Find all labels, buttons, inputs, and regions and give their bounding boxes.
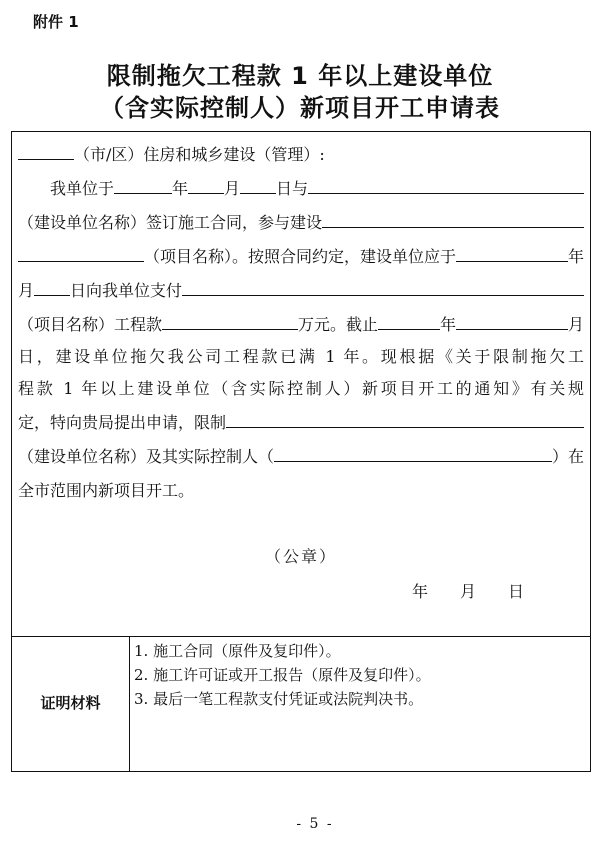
deadline-month-blank[interactable] — [456, 313, 568, 330]
addressee-text: （市/区）住房和城乡建设（管理）: — [74, 145, 325, 164]
contract-date-prefix: 我单位于 — [50, 179, 115, 198]
deadline-year-text: 年 — [440, 315, 457, 334]
addressee-line — [18, 143, 584, 167]
notice-text-line: 程款 1 年以上建设单位（含实际控制人）新项目开工的通知》有关规 — [18, 379, 584, 398]
controller-suffix-text: ）在 — [551, 447, 584, 466]
list-item: 1. 施工合同（原件及复印件）。 — [134, 642, 341, 660]
project-name-blank-3[interactable] — [182, 279, 584, 296]
controller-text: （建设单位名称）及其实际控制人（ — [18, 447, 275, 466]
official-seal-label: （公章） — [264, 547, 337, 566]
payment-due-text: （项目名称）。按照合同约定，建设单位应于 — [144, 247, 457, 266]
list-item: 2. 施工许可证或开工报告（原件及复印件）。 — [134, 666, 431, 684]
payment-due-line — [18, 245, 584, 269]
amount-line — [18, 313, 584, 337]
deadline-month-text: 月 — [567, 315, 584, 334]
controller-line — [18, 445, 584, 469]
supporting-materials-list — [134, 639, 431, 711]
form-title-line-1: 限制拖欠工程款 1 年以上建设单位 — [106, 62, 494, 90]
form-title-line-2: （含实际控制人）新项目开工申请表 — [100, 94, 500, 122]
contract-date-line — [18, 177, 584, 201]
day-with-text: 日与 — [276, 179, 309, 198]
project-amount-text: （项目名称）工程款 — [18, 315, 163, 334]
scope-line: 全市范围内新项目开工。 — [18, 481, 195, 500]
contract-year-blank[interactable] — [114, 177, 172, 194]
controller-name-blank[interactable] — [274, 445, 552, 462]
sign-day-label: 日 — [508, 582, 525, 601]
due-year-text: 年 — [567, 247, 584, 266]
city-district-blank[interactable] — [18, 143, 74, 160]
application-form-table — [11, 131, 591, 772]
due-month-text: 月 — [18, 281, 35, 300]
payment-to-text: 日向我单位支付 — [70, 281, 183, 300]
payment-to-line — [18, 279, 584, 303]
request-text: 定，特向贵局提出申请，限制 — [18, 413, 227, 432]
construction-unit-blank[interactable] — [308, 177, 584, 194]
request-line — [18, 411, 584, 435]
list-item: 3. 最后一笔工程款支付凭证或法院判决书。 — [134, 690, 424, 708]
due-day-blank[interactable] — [34, 279, 70, 296]
signature-date — [412, 579, 556, 602]
attachment-label: 附件 1 — [33, 13, 79, 31]
deadline-year-blank[interactable] — [378, 313, 440, 330]
amount-unit-text: 万元。截止 — [298, 315, 379, 334]
sign-year-label: 年 — [412, 582, 429, 601]
project-name-blank-2[interactable] — [18, 245, 144, 262]
table-divider-vertical — [129, 636, 130, 771]
sign-month-label: 月 — [460, 582, 477, 601]
contract-sign-text: （建设单位名称）签订施工合同，参与建设 — [18, 213, 323, 232]
page-number: - 5 - — [296, 816, 334, 832]
due-year-blank[interactable] — [456, 245, 568, 262]
contract-month-blank[interactable] — [188, 177, 224, 194]
contract-day-blank[interactable] — [240, 177, 276, 194]
supporting-materials-label: 证明材料 — [40, 694, 101, 712]
table-divider-horizontal — [12, 636, 590, 637]
project-name-blank-1[interactable] — [322, 211, 584, 228]
month-text: 月 — [224, 179, 241, 198]
contract-sign-line — [18, 211, 584, 235]
amount-blank[interactable] — [162, 313, 298, 330]
restricted-unit-blank[interactable] — [226, 411, 584, 428]
arrears-text-line: 日，建设单位拖欠我公司工程款已满 1 年。现根据《关于限制拖欠工 — [18, 347, 584, 366]
year-text: 年 — [172, 179, 189, 198]
